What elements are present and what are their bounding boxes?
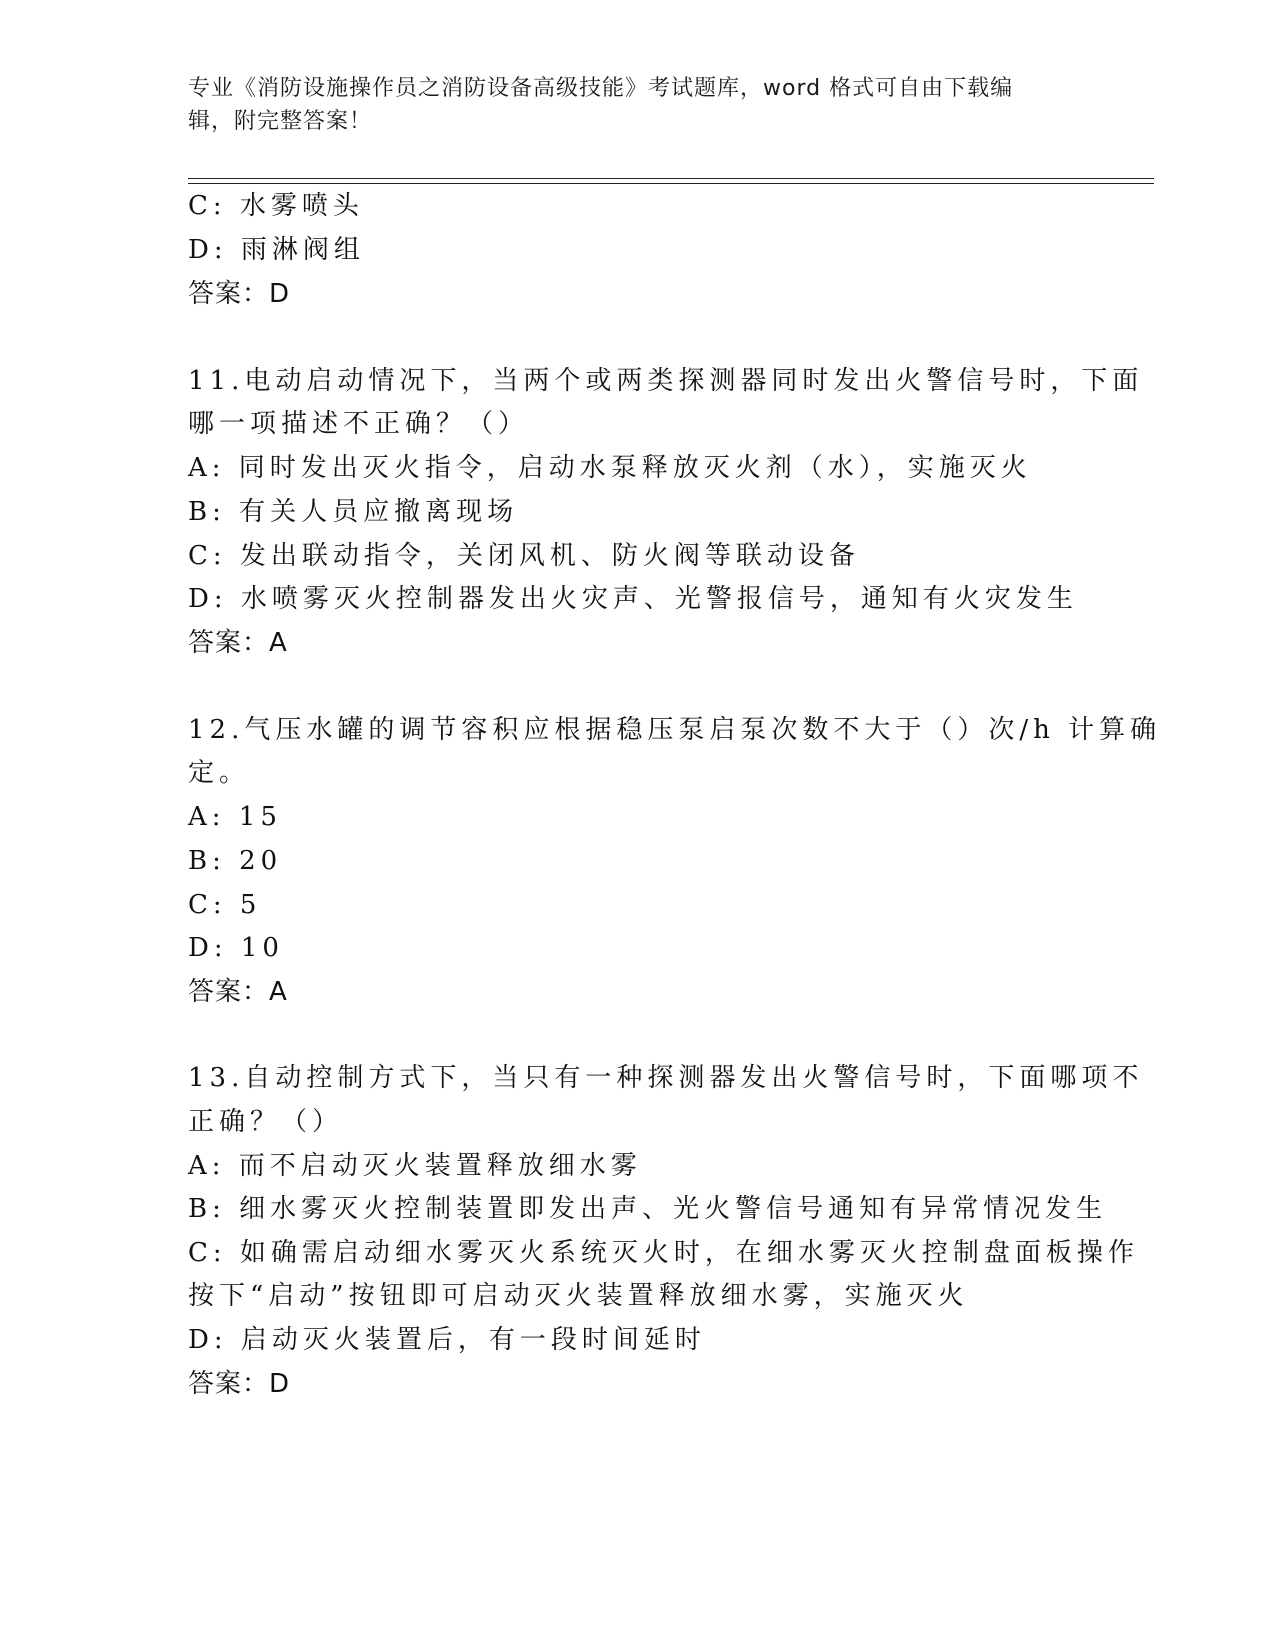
question-stem: 12.气压水罐的调节容积应根据稳压泵启泵次数不大于（）次/h 计算确 xyxy=(188,715,1162,745)
option-text: D: 水喷雾灭火控制器发出火灾声、光警报信号，通知有火灾发生 xyxy=(188,584,1078,614)
option-text: D: 雨淋阀组 xyxy=(188,235,365,265)
header-divider-top xyxy=(188,178,1154,179)
answer-text: 答案：A xyxy=(188,628,288,658)
option-text: B: 细水雾灭火控制装置即发出声、光火警信号通知有异常情况发生 xyxy=(188,1194,1108,1224)
page-header xyxy=(188,72,1068,138)
option-text: 按下“启动”按钮即可启动灭火装置释放细水雾，实施灭火 xyxy=(188,1281,969,1311)
question-stem: 定。 xyxy=(188,758,251,788)
option-text: B: 20 xyxy=(188,846,283,876)
answer-text: 答案：D xyxy=(188,279,291,309)
option-text: D: 10 xyxy=(188,933,284,963)
option-text: A: 同时发出灭火指令，启动水泵释放灭火剂（水），实施灭火 xyxy=(188,453,1032,483)
question-stem: 13.自动控制方式下，当只有一种探测器发出火警信号时，下面哪项不 xyxy=(188,1063,1144,1093)
answer-text: 答案：A xyxy=(188,977,288,1007)
question-stem: 11.电动启动情况下，当两个或两类探测器同时发出火警信号时，下面 xyxy=(188,366,1144,396)
option-text: C: 发出联动指令，关闭风机、防火阀等联动设备 xyxy=(188,541,860,571)
question-stem: 哪一项描述不正确？（） xyxy=(188,409,530,439)
header-line-2: 辑，附完整答案！ xyxy=(188,109,373,134)
answer-text: 答案：D xyxy=(188,1369,291,1399)
option-text: D: 启动灭火装置后，有一段时间延时 xyxy=(188,1325,706,1355)
header-line-1: 专业《消防设施操作员之消防设备高级技能》考试题库，word 格式可自由下载编 xyxy=(188,76,1014,101)
option-text: A: 15 xyxy=(188,802,282,832)
option-text: A: 而不启动灭火装置释放细水雾 xyxy=(188,1151,642,1181)
option-text: C: 水雾喷头 xyxy=(188,191,364,221)
question-stem: 正确？（） xyxy=(188,1107,344,1137)
option-text: C: 如确需启动细水雾灭火系统灭火时，在细水雾灭火控制盘面板操作 xyxy=(188,1238,1139,1268)
header-divider-bottom xyxy=(188,183,1154,184)
option-text: B: 有关人员应撤离现场 xyxy=(188,497,519,527)
option-text: C: 5 xyxy=(188,890,262,920)
